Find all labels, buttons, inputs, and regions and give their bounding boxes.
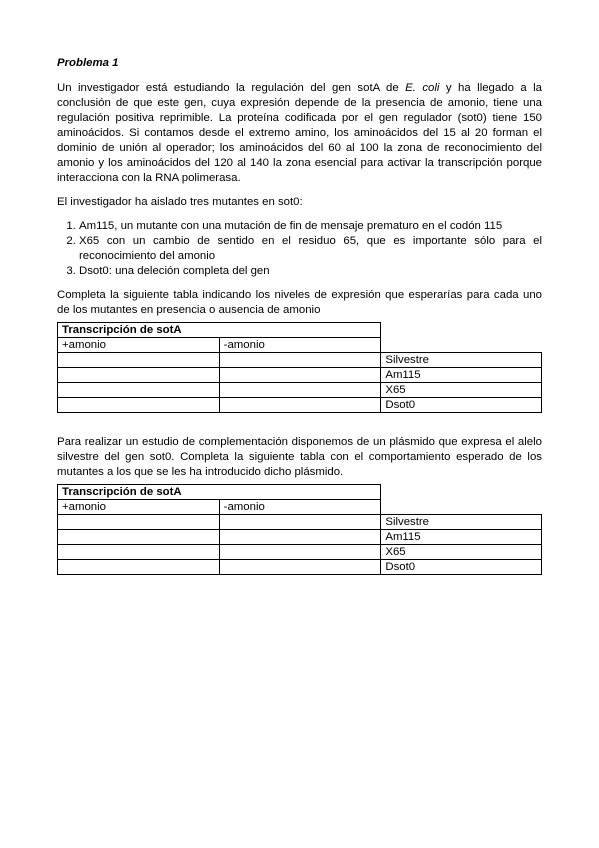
table2-row-label: Am115 <box>381 530 542 545</box>
table2-cell-plus[interactable] <box>58 515 220 530</box>
table1-cell-minus[interactable] <box>219 398 381 413</box>
table1-row-label: Dsot0 <box>381 398 542 413</box>
table1-cell-plus[interactable] <box>58 383 220 398</box>
mutant-item-am115: 1. Am115, un mutante con una mutación de fin de mensaje prematuro en el codón 115 <box>79 219 542 234</box>
organism-name: E. coli <box>405 82 440 94</box>
complementation-paragraph: Para realizar un estudio de complementación disponemos de un plásmido que expresa el alelo silvestre del gen sot0. Completa la siguiente tabla con el comportamiento esperado de los mutantes a los que se les ha introducido dicho plásmido. <box>57 436 542 478</box>
table1-col-minus-amonio: -amonio <box>219 338 381 353</box>
table2-cell-plus[interactable] <box>58 545 220 560</box>
document-page <box>57 56 542 575</box>
table1-cell-minus[interactable] <box>219 383 381 398</box>
table1-row-label: Am115 <box>381 368 542 383</box>
intro-text-start: Un investigador está estudiando la regulación del gen sotA de <box>57 82 406 94</box>
table2-cell-minus[interactable] <box>219 560 381 575</box>
mutant-item-x65: 2. X65 con un cambio de sentido en el residuo 65, que es importante sólo para el reconocimiento del amonio <box>79 234 542 264</box>
table1-cell-plus[interactable] <box>58 368 220 383</box>
problem-title: Problema 1 <box>57 57 119 69</box>
intro-paragraph <box>57 81 542 186</box>
table1-header: Transcripción de sotA <box>58 323 381 338</box>
table2-row-label: Silvestre <box>381 515 542 530</box>
table1-cell-plus[interactable] <box>58 398 220 413</box>
table2-row-label: Dsot0 <box>381 560 542 575</box>
table1-cell-minus[interactable] <box>219 368 381 383</box>
table1-row-label: X65 <box>381 383 542 398</box>
table2-cell-minus[interactable] <box>219 515 381 530</box>
table2-cell-minus[interactable] <box>219 545 381 560</box>
table1-row-label: Silvestre <box>381 353 542 368</box>
table2-cell-plus[interactable] <box>58 530 220 545</box>
table2-col-minus-amonio: -amonio <box>219 500 381 515</box>
expression-table-2 <box>57 484 542 575</box>
intro-text-end: y ha llegado a la conclusión de que este gen, cuya expresión depende de la presencia de amonio, tiene una regulación positiva reprimible. La proteína codificada por el gen regulador (sot0) tiene 150 aminoácidos. Si contamos desde el extremo amino, los aminoácidos del 15 al 20 forman el dominio de unión al operador; los aminoácidos del 60 al 100 la zona de reconocimiento del amonio y los aminoácidos del 120 al 140 la zona esencial para activar la transcripción porque interacciona con la RNA polimerasa. <box>57 82 542 184</box>
table1-cell-plus[interactable] <box>58 353 220 368</box>
mutants-intro: El investigador ha aislado tres mutantes en sot0: <box>57 196 303 208</box>
expression-table-1 <box>57 322 542 413</box>
table2-cell-minus[interactable] <box>219 530 381 545</box>
mutants-list <box>57 219 542 279</box>
mutant-item-dsot0: 3. Dsot0: una deleción completa del gen <box>79 264 542 279</box>
table1-instruction: Completa la siguiente tabla indicando los niveles de expresión que esperarías para cada uno de los mutantes en presencia o ausencia de amonio <box>57 289 542 316</box>
table2-col-plus-amonio: +amonio <box>58 500 220 515</box>
table1-col-plus-amonio: +amonio <box>58 338 220 353</box>
table2-header: Transcripción de sotA <box>58 485 381 500</box>
table1-cell-minus[interactable] <box>219 353 381 368</box>
table2-cell-plus[interactable] <box>58 560 220 575</box>
table2-row-label: X65 <box>381 545 542 560</box>
